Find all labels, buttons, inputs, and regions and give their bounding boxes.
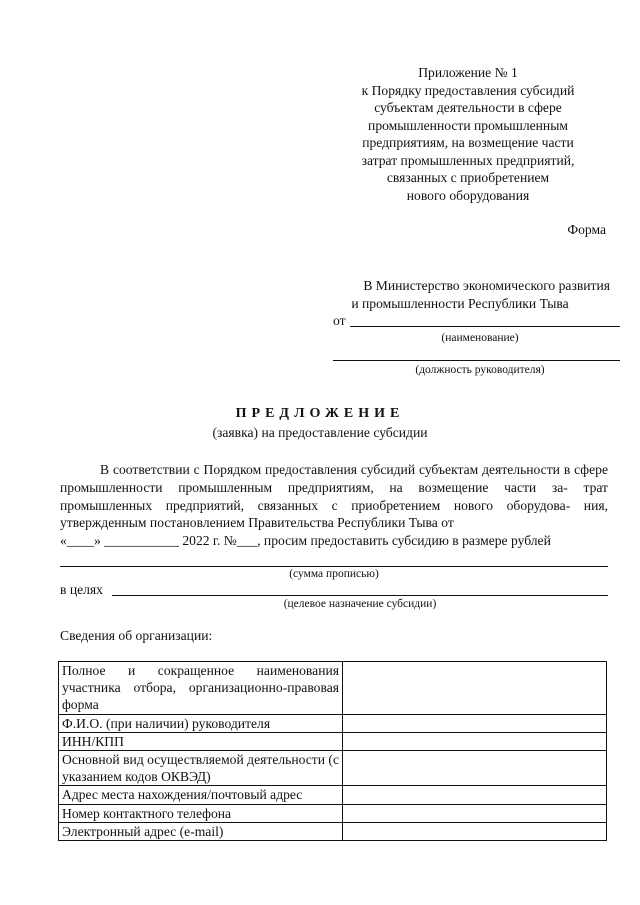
table-value-cell[interactable] <box>343 662 607 715</box>
body-line: трат промышленных предприятий, связанных с приобретением нового оборудова- <box>60 479 608 513</box>
table-row <box>59 804 607 822</box>
table-label-cell: Ф.И.О. (при наличии) руководителя <box>59 714 343 732</box>
body-line: в сфере промышленности промышленным предприятиям, на возмещение части за- <box>60 462 608 495</box>
position-caption: (должность руководителя) <box>415 364 545 376</box>
table-row <box>59 662 607 715</box>
document-subtitle: (заявка) на предоставление субсидии <box>212 425 428 440</box>
table-row <box>59 822 607 840</box>
table-value-cell[interactable] <box>343 751 607 786</box>
table-label-cell: Адрес места нахождения/почтовый адрес <box>59 786 343 804</box>
position-blank-line[interactable] <box>333 360 620 361</box>
body-paragraph <box>60 461 608 550</box>
body-line: ния, утвержденным постановлением Правительства Республики Тыва от <box>60 497 608 531</box>
amount-caption: (сумма прописью) <box>289 568 379 580</box>
recipient-line-1: В Министерство экономического развития <box>363 278 610 293</box>
body-line: В соответствии с Порядком предоставления субсидий субъектам деятельности <box>100 462 564 477</box>
purpose-label: в целях <box>60 582 103 597</box>
table-value-cell[interactable] <box>343 732 607 750</box>
recipient-block <box>300 277 620 380</box>
appendix-line: нового оборудования <box>406 187 530 203</box>
table-row <box>59 786 607 804</box>
table-row <box>59 751 607 786</box>
appendix-line: к Порядку предоставления субсидий <box>361 82 575 98</box>
appendix-line: субъектам деятельности в сфере <box>374 100 562 115</box>
table-label-cell: Полное и сокращенное наименования участника отбора, организационно-правовая форма <box>59 662 343 715</box>
from-row <box>300 312 620 330</box>
purpose-caption: (целевое назначение субсидии) <box>283 598 437 610</box>
appendix-line: промышленности промышленным <box>368 117 568 133</box>
form-label: Форма <box>567 222 606 237</box>
table-label-cell: ИНН/КПП <box>59 732 343 750</box>
recipient-line-2: и промышленности Республики Тыва <box>351 295 569 311</box>
table-value-cell[interactable] <box>343 786 607 804</box>
amount-blank-line[interactable] <box>60 566 608 567</box>
from-label: от <box>333 313 346 328</box>
table-label-cell: Основной вид осуществляемой деятельности (с указанием кодов ОКВЭД) <box>59 751 343 786</box>
appendix-line: Приложение № 1 <box>418 65 518 80</box>
document-title: ПРЕДЛОЖЕНИЕ <box>235 406 405 421</box>
org-table <box>58 661 607 841</box>
table-value-cell[interactable] <box>343 822 607 840</box>
name-caption: (наименование) <box>441 331 519 344</box>
purpose-blank-line[interactable] <box>112 595 608 596</box>
table-row <box>59 714 607 732</box>
appendix-line: затрат промышленных предприятий, <box>361 152 575 168</box>
table-row <box>59 732 607 750</box>
table-value-cell[interactable] <box>343 804 607 822</box>
org-section-title: Сведения об организации: <box>60 628 213 643</box>
appendix-line: связанных с приобретением <box>386 170 550 185</box>
table-label-cell: Электронный адрес (e-mail) <box>59 822 343 840</box>
table-value-cell[interactable] <box>343 714 607 732</box>
appendix-line: предприятиям, на возмещение части <box>362 135 574 150</box>
body-line: «____» ___________ 2022 г. №___, просим предоставить субсидию в размере рублей <box>60 533 551 549</box>
name-blank-line[interactable] <box>350 326 620 327</box>
table-label-cell: Номер контактного телефона <box>59 804 343 822</box>
appendix-header <box>318 64 618 204</box>
